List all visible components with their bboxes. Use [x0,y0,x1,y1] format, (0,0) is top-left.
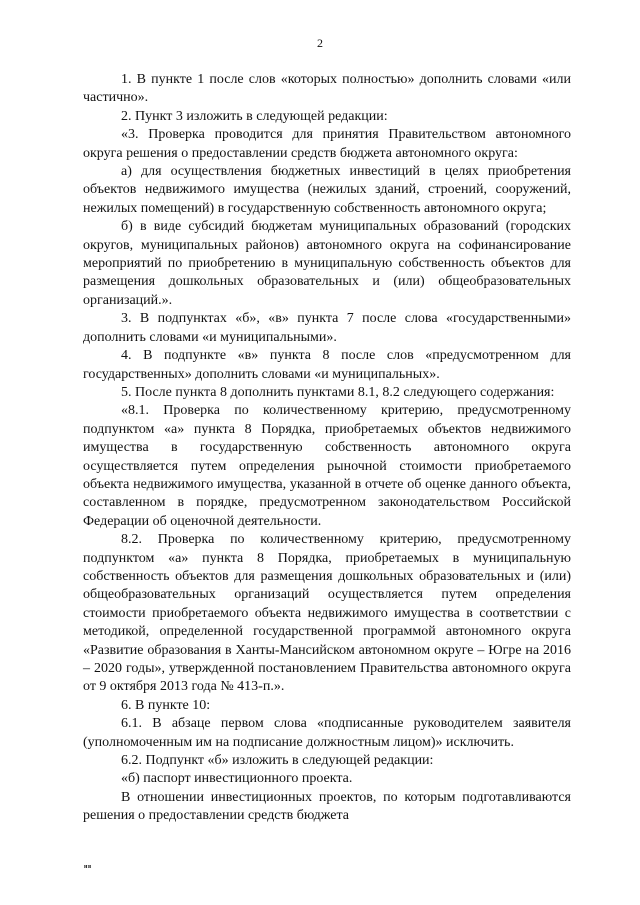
paragraph-6: 3. В подпунктах «б», «в» пункта 7 после слова «государственными» дополнить словами «и муниципальными». [83,311,571,345]
paragraph-3: «3. Проверка проводится для принятия Правительством автономного округа решения о предоставлении средств бюджета автономного округа: [83,127,571,161]
paragraph-2: 2. Пункт 3 изложить в следующей редакции: [121,108,388,124]
paragraph-13: 6.2. Подпункт «б» изложить в следующей редакции: [121,753,434,769]
paragraph-11: 6. В пункте 10: [121,697,211,713]
paragraph-8: 5. После пункта 8 дополнить пунктами 8.1, 8.2 следующего содержания: [121,384,555,400]
document-body [83,71,571,826]
paragraph-14: «б) паспорт инвестиционного проекта. [121,771,353,787]
page-number: 2 [317,36,323,50]
paragraph-7: 4. В подпункте «в» пункта 8 после слов «предусмотренном для государственных» дополнить словами «и муниципальных». [83,348,571,382]
footer-code: нв [84,864,92,870]
paragraph-12: 6.1. В абзаце первом слова «подписанные руководителем заявителя (уполномоченным им на подписание должностным лицом)» исключить. [83,716,571,750]
paragraph-9: «8.1. Проверка по количественному критерию, предусмотренному подпунктом «а» пункта 8 Порядка, приобретаемых объектов недвижимого имущества в государственную собственность автономного округа осуществляется путем определения рыночной стоимости приобретаемого объекта недвижимого имущества, указанной в отчете об оценке данного объекта, составленном в порядке, предусмотренном законодательством Российской Федерации об оценочной деятельности. [83,403,571,529]
paragraph-4: а) для осуществления бюджетных инвестиций в целях приобретения объектов недвижимого имущества (нежилых зданий, строений, сооружений, нежилых помещений) в государственную собственность автономного округа; [83,164,571,216]
paragraph-5: б) в виде субсидий бюджетам муниципальных образований (городских округов, муниципальных районов) автономного округа на софинансирование мероприятий по приобретению в муниципальную собственность объектов для размещения дошкольных образовательных и (или) общеобразовательных организаций.». [83,219,571,308]
paragraph-15: В отношении инвестиционных проектов, по которым подготавливаются решения о предоставлении средств бюджета [83,789,571,824]
paragraph-1: 1. В пункте 1 после слов «которых полностью» дополнить словами «или частично». [83,72,571,106]
paragraph-10: 8.2. Проверка по количественному критерию, предусмотренному подпунктом «а» пункта 8 Порядка, приобретаемых в муниципальную собственность объектов для размещения дошкольных образовательных и (или) общеобразовательных организаций осуществляется путем определения стоимости приобретаемого объекта недвижимого имущества в соответствии с методикой, определенной государственной программой автономного округа «Развитие образования в Ханты-Мансийском автономном округе – Югре на 2016 – 2020 годы», утвержденной постановлением Правительства автономного округа от 9 октября 2013 года № 413-п.». [83,532,571,695]
